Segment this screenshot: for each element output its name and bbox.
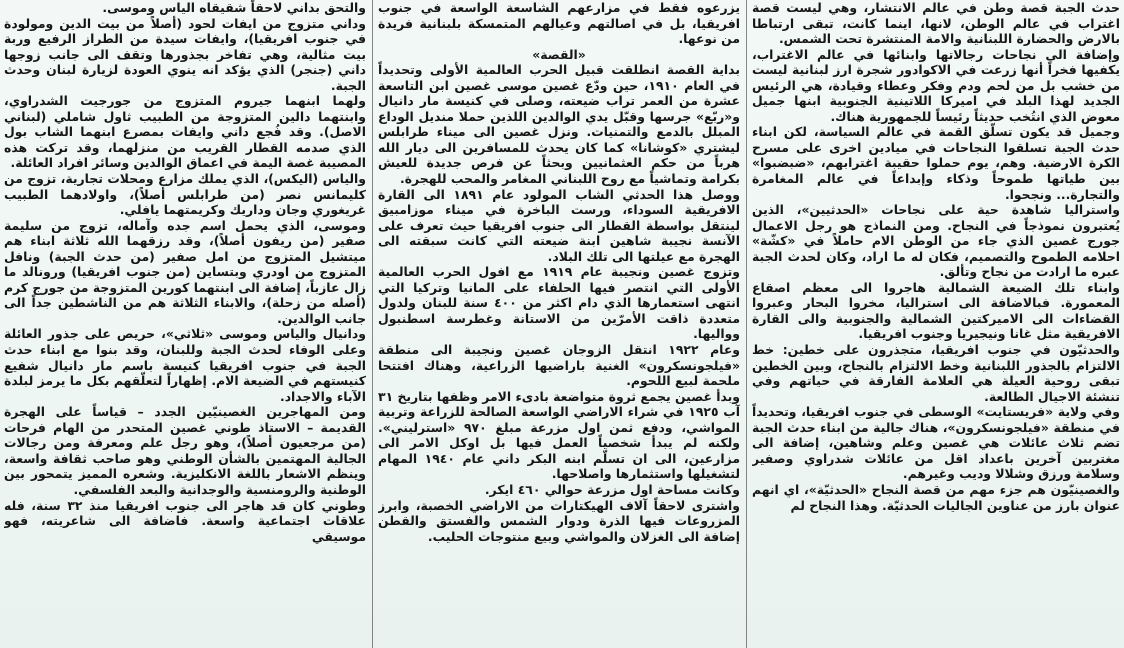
column-divider: [372, 0, 373, 648]
paragraph: واستراليا شاهدة حية على نجاحات «الحدثيين»، الذين يُعتبرون نموذجاً في النجاح. ومن النماذج هو رجل الاعمال جورج غصين الذي جاء من الوطن الام حاملاً في «كشّة» احلامه الطموح والتصميم، فكان له ما اراد، وكان لحدث الجبة عبره ما ارادت من نجاح وتألق.: [752, 202, 1120, 280]
paragraph: وتزوج غصين ونجيبة عام ١٩١٩ مع افول الحرب العالمية الأولى التي انتصر فيها الحلفاء على المانيا وتركيا التي انتهى استعمارها الذي دام اكثر من ٤٠٠ سنة للبنان ولدول متعددة ذاقت الأمرّين من الاستانة وغطرسة اسطنبول وواليها.: [378, 264, 740, 342]
column-left: [4, 0, 366, 648]
paragraph: وإضافة الى نجاحات رجالاتها وابنائها في عالم الاغتراب، يكفيها فخراً أنها زرعت في الاكوادور شجرة ارز لبنانية ليست من خشب بل من لحم ودم وفكر وعطاء وقيادة، هي الرئيس الجديد لهذا البلد في اميركا اللاتينية الجنوبية ابنها جميل معوض الذي انتُخب حديثاً رئيساً للجمهورية هناك.: [752, 46, 1120, 124]
paragraph: وبدأ غصين يجمع ثروة متواضعة بادىء الامر وظفها بتاريخ ٣١ آب ١٩٢٥ في شراء الاراضي الواسعة الصالحة للزراعة وتربية المواشي، ودفع ثمن اول مزرعة مبلغ ٩٧٠ «استرليني». ولكنه لم يبدأ شخصياً العمل فيها بل اوكل الامر الى مزارعين، الى ان تسلّم ابنه البكر داني عام ١٩٤٠ المهام لتشغيلها واستثمارها واصلاحها.: [378, 388, 740, 482]
paragraph: يزرعوه فقط في مزارعهم الشاسعة الواسعة في جنوب افريقيا، بل في اصالتهم وعيالهم المتمسكة بلبنانية فريدة من نوعها.: [378, 0, 740, 47]
paragraph: وطوني كان قد هاجر الى جنوب افريقيا منذ ٣٢ سنة، فله علاقات اجتماعية واسعة. فاضافة الى شاعريته، فهو موسيقي: [4, 497, 366, 544]
paragraph: ودانيال والياس وموسى «ثلاثي»، حريص على جذور العائلة وعلى الوفاء لحدث الجبة وللبنان، وقد بنوا مع ابناء حدث الجبة في جنوب افريقيا كنيسة باسم مار دانيال شفيع كنيستهم في الضيعة الام. إظهاراً لتعلّقهم بكل ما يرمز لبلدة الآباء والاجداد.: [4, 326, 366, 404]
column-middle: [378, 0, 740, 648]
column-right: [752, 0, 1120, 648]
column-divider: [746, 0, 747, 648]
paragraph: وكانت مساحة اول مزرعة حوالي ٤٦٠ ايكر.: [484, 481, 740, 497]
paragraph: والغصينيّون هم جزء مهم من قصة النجاح «الحدثيّة»، اي انهم عنوان بارز من عناوين الجاليات الحدثيّة. وهذا النجاح لم: [752, 481, 1120, 513]
paragraph: وفي ولاية «فريستايت» الوسطى في جنوب افريقيا، وتحديداً في منطقة «فيلجونسكرون»، هناك جالية من ابناء حدث الجبة تضم ثلاث عائلات هي غصين وعلم وشاهين، إضافة الى مغتربين آخرين باعداد اقل من عائلات شدراوي وصفير وسلامة ورزق وشلالا وديب وغيرهم.: [752, 404, 1120, 482]
paragraph: وجميل قد يكون تسلّق القمة في عالم السياسة، لكن ابناء حدث الجبة تسلقوا النجاحات في ميادين اخرى على مسرح الكرة الارضية. وهم، يوم حملوا حقيبة اغترابهم، «ضبضبوا» بين طياتها طموحاً وذكاء وإبداعاً في عالم المغامرة والتجارة... ونجحوا.: [752, 124, 1120, 202]
paragraph: وداني متزوج من ايفات لحود (أصلاً من بيت الدين ومولودة في جنوب افريقيا)، وايفات سيدة من الطراز الرفيع وربة بيت مثالية، وهي تفاخر بجذورها وتقف الى جانب زوجها داني (جنجر) الذي يؤكد انه ينوي العودة لزيارة لبنان وحدث الجبة.: [4, 15, 366, 93]
paragraph: والحدثيّون في جنوب افريقيا، متجذرون على خطين: خط الالتزام بالجذور اللبنانية وخط الالتزام بالنجاح، وبين الخطين تبقى روحية العيلة هي العلامة الفارقة في حياتهم وفي تنشئة الاجيال الطالعة.: [752, 342, 1120, 404]
paragraph: حدث الجبة قصة وطن في عالم الانتشار، وهي ليست قصة اغتراب في عالم الوطن، لانها، اينما كانت، تبقى ارتباطا بالارض والحضارة اللبنانية والامة المنتشرة تحت الشمس.: [752, 0, 1120, 47]
section-subheading: «القصة»: [532, 46, 586, 62]
paragraph: واشترى لاحقاً آلاف الهيكتارات من الاراضي الخصبة، وابرز المزروعات فيها الذرة ودوار الشمس والفستق والقطن إضافة الى الغزلان والمواشي وبيع منتوجات الحليب.: [378, 497, 740, 544]
paragraph: وابناء تلك الضيعة الشمالية هاجروا الى معظم اصقاع المعمورة. فبالاضافة الى استراليا، مخروا البحار وعبروا القضاءات الى الاميركتين الشمالية والجنوبية والى القارة الافريقية مثل غانا ونيجيريا وجنوب افريقيا.: [752, 279, 1120, 342]
paragraph: وموسى، الذي يحمل اسم جده وآماله، تزوج من سليمة صفير (من ريفون أصلاً)، وقد رزقهما الله ثلاثة ابناء هم ميتشيل المتزوج من امل صفير (من حدث الجبة) ونافل المتزوج من اودري وبتساين (من جنوب افريقيا) ورونالد ما زال عازباً، إضافة الى ابنتهما كورين المتزوجة من جورج كرم (أصله من زحلة)، والابناء الثلاثة هم من الناشطين جداً الى جانب الوالدين.: [4, 217, 366, 326]
paragraph: بداية القصة انطلقت قبيل الحرب العالمية الأولى وتحديداً في العام ١٩١٠، حين ودّع غصين موسى غصين ابن التاسعة عشرة من العمر تراب ضيعته، وصلى في كنيسة مار دانيال و«ربّع» جرسها وقبّل يدي الوالدين اللذين حملا منديل الوداع المبلل بالدمع والتمنيات. ونزل غصين الى ميناء طرابلس ليشتري «كوشانا» كما كان يحدث للمسافرين الى ديار الله هرباً من حكم العثمانيين وبحثاً عن فرص جديدة للعيش بكرامة وتماشياً مع روح اللبناني المغامر والمحب للهجرة.: [378, 62, 740, 187]
paragraph: والياس (اليكس)، الذي يملك مزارع ومحلات تجارية، تزوج من كليمانس نصر (من طرابلس أصلاً)، واولادهما الطبيب غريغوري وجان وداريك وكريمتهما يافلي.: [4, 171, 366, 218]
paragraph: وعام ١٩٢٢ انتقل الزوجان غصين ونجيبة الى منطقة «فيلجونسكرون» الغنية باراضيها الزراعية، وهناك افتتحا ملحمة لبيع اللحوم.: [378, 342, 740, 389]
paragraph: ولهما ابنهما جيروم المتزوج من جورجيت الشدراوي، وابنتهما دالين المتزوجة من الطبيب ثاول شاملي (لبناني الاصل). وقد فُجع داني وايفات بمصرع ابنهما الشاب بول الذي صدمه القطار القريب من منزلهما، وقد تركت هذه المصيبة غصة اليمة في اعماق الوالدين وسائر افراد العائلة.: [4, 93, 366, 171]
paragraph: والتحق بداني لاحقاً شقيقاه الياس وموسى.: [102, 0, 366, 15]
paragraph: ومن المهاجرين الغصينيّين الجدد – قياساً على الهجرة القديمة – الاستاذ طوني غصين المتحدر من الهام فرحات (من مرجعيون أصلاً)، وهو رجل علم ومعرفة ومن رجالات الجالية المهتمين بالشأن الوطني وهو صاحب ثقافة واسعة، وينظم الاشعار باللغة الانكليزية. وشعره المميز يتمحور بين الوطنية والرومنسية والوجدانية والبعد الفلسفي.: [4, 404, 366, 497]
paragraph: ووصل هذا الحدثي الشاب المولود عام ١٨٩١ الى القارة الافريقية السوداء، ورست الباخرة في ميناء موزامبيق لينتقل بواسطة القطار الى جنوب افريقيا حيث تعرف على الآنسة نجيبة شاهين ابنة ضيعته التي كانت سبقته الى الهجرة مع عيلتها الى تلك البلاد.: [378, 186, 740, 264]
